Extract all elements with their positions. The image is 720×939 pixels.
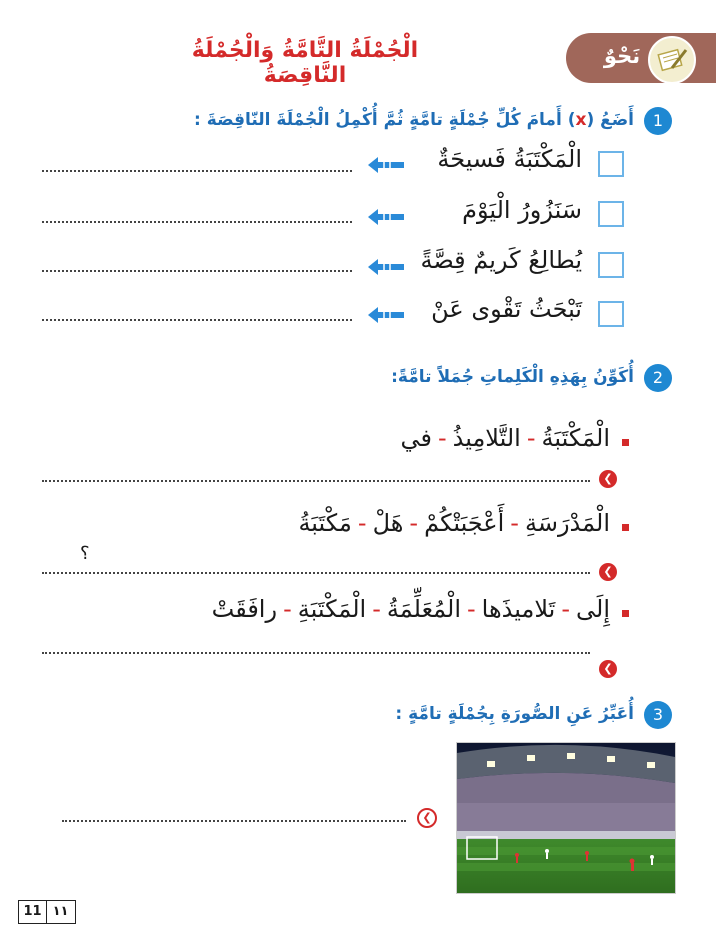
answer-line-1[interactable] — [42, 170, 352, 172]
answer-line-3[interactable] — [42, 270, 352, 272]
answer-line-group-1[interactable] — [42, 480, 590, 482]
word-group-1 — [400, 424, 610, 452]
chevron-left-icon: ❮ — [417, 808, 437, 828]
word: تَلاميذَها — [481, 595, 556, 623]
word-group-3 — [212, 595, 610, 623]
word-separator: - — [561, 595, 571, 623]
arrow-left-icon — [368, 307, 404, 327]
chevron-left-icon: ❮ — [599, 660, 617, 678]
answer-line-group-3[interactable] — [42, 652, 590, 654]
answer-line-2[interactable] — [42, 221, 352, 223]
word-separator: - — [283, 595, 292, 623]
exercise-number-1: 1 — [644, 107, 672, 135]
x-mark: x — [575, 110, 587, 130]
word: الْمَدْرَسَةِ — [524, 509, 610, 537]
instruction-part2: ) أَمامَ كُلِّ جُمْلَةٍ تامَّةٍ ثُمَّ أُكْمِلُ الْجُمْلَةَ النّاقِصَةَ : — [194, 110, 576, 130]
instruction-part1: أَضَعُ ( — [586, 110, 634, 130]
page-number-arabic: ١١ — [52, 904, 69, 919]
answer-line-picture[interactable] — [62, 820, 406, 822]
exercise1-instruction — [194, 110, 634, 130]
sentence-item-3: يُطالِعُ كَريمٌ قِصَّةً — [420, 246, 582, 274]
word-separator: - — [437, 424, 447, 452]
checkbox-item-4[interactable] — [598, 301, 624, 327]
word: الْمَكْتَبَةُ — [541, 424, 610, 452]
question-mark: ؟ — [80, 543, 90, 564]
word-separator: - — [526, 424, 536, 452]
exercise2-instruction: أُكَوِّنُ بِهَذِهِ الْكَلِماتِ جُمَلاً تامَّةً: — [391, 367, 634, 387]
word: هَلْ — [372, 509, 404, 537]
word: الْمُعَلِّمَةُ — [386, 595, 461, 623]
sentence-item-2: سَنَزُورُ الْيَوْمَ — [462, 196, 582, 224]
checkbox-item-1[interactable] — [598, 151, 624, 177]
exercise-number-3: 3 — [644, 701, 672, 729]
bullet — [622, 524, 629, 531]
exercise3-instruction: أُعَبِّرُ عَنِ الصُّورَةِ بِجُمْلَةٍ تامَّةٍ : — [395, 704, 634, 724]
sentence-item-4: تَبْحَثُ تَقْوى عَنْ — [431, 295, 582, 323]
chevron-left-icon: ❮ — [599, 563, 617, 581]
pencil-notebook-icon — [648, 36, 696, 84]
word-separator: - — [467, 595, 476, 623]
answer-line-group-2[interactable] — [42, 572, 590, 574]
word: رافَقَتْ — [211, 595, 278, 623]
word-separator: - — [372, 595, 381, 623]
bullet — [622, 610, 629, 617]
arrow-left-icon — [368, 209, 404, 229]
page-number-latin: 11 — [19, 901, 47, 923]
word-separator: - — [357, 509, 367, 537]
page-number-box — [18, 900, 76, 924]
word-separator: - — [510, 509, 519, 537]
word: مَكْتَبَةُ — [298, 509, 352, 537]
section-label: نَحْوٌ — [603, 44, 641, 68]
checkbox-item-3[interactable] — [598, 252, 624, 278]
page-title: الْجُمْلَةُ التَّامَّةُ وَالْجُمْلَةُ النَّاقِصَةُ — [191, 38, 419, 88]
bullet — [622, 439, 629, 446]
word: التَّلامِيذُ — [452, 424, 521, 452]
answer-line-4[interactable] — [42, 319, 352, 321]
chevron-left-icon: ❮ — [599, 470, 617, 488]
word: إِلَى — [576, 595, 610, 623]
word-group-2 — [298, 509, 610, 537]
stadium-photo — [456, 742, 676, 894]
word: الْمَكْتَبَةِ — [297, 595, 367, 623]
word: في — [400, 424, 432, 452]
checkbox-item-2[interactable] — [598, 201, 624, 227]
arrow-left-icon — [368, 157, 404, 177]
word-separator: - — [409, 509, 419, 537]
sentence-item-1: الْمَكْتَبَةُ فَسيحَةٌ — [437, 145, 582, 173]
exercise-number-2: 2 — [644, 364, 672, 392]
word: أَعْجَبَتْكُمْ — [424, 509, 505, 537]
arrow-left-icon — [368, 259, 404, 279]
